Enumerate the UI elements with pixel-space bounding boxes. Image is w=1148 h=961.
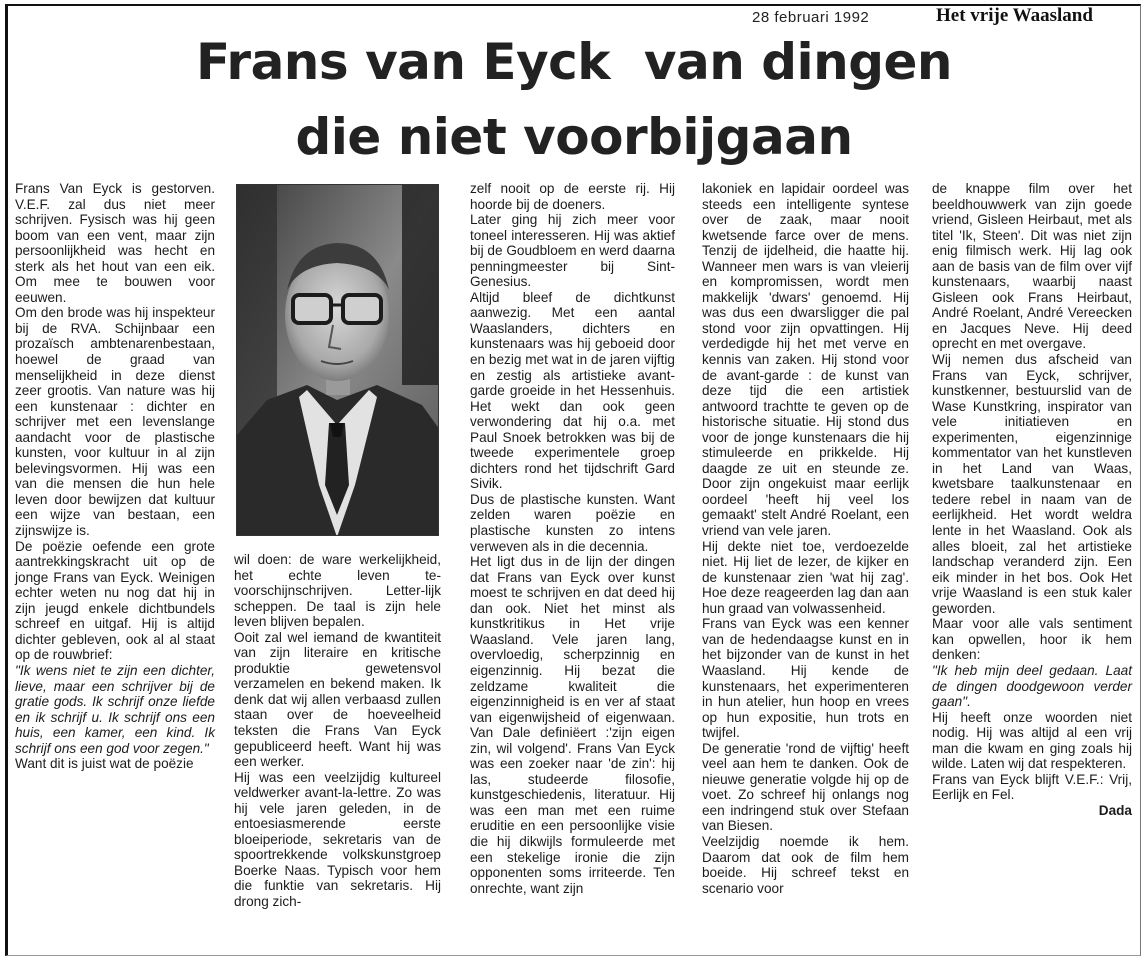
article-column-2 — [234, 552, 441, 910]
paragraph: Hij heeft onze woorden niet nodig. Hij was altijd al een vrij man die kwam en ging zoals hij wilde. Laten wij dat respekteren. — [932, 709, 1132, 772]
article-column-4 — [702, 181, 909, 896]
closing-quote: "Ik heb mijn deel gedaan. Laat de dingen doodgewoon verder gaan". — [932, 662, 1132, 710]
paragraph: Wij nemen dus afscheid van Frans van Eyck, schrijver, kunstkenner, bestuurslid van de Wase Kunstkring, inspirator van vele initiatieven en experimenten, eigenzinnige kommentator van het kunstleven in het Land van Waas, kwetsbare taalkunstenaar en tedere rebel in naam van de eerlijkheid. Het wordt weldra lente in het Waasland. Ook als alles bloeit, zal het artistieke landschap veranderd zijn. Een eik minder in het bos. Ook Het vrije Waasland is een stuk kaler geworden. — [932, 352, 1132, 616]
paragraph: Hij dekte niet toe, verdoezelde niet. Hij liet de lezer, de kijker en de kunstenaar zien 'wat hij zag'. Hoe deze reageerden lag dan aan hun graad van volwassenheid. — [702, 538, 909, 616]
publication-date: 28 februari 1992 — [752, 9, 870, 26]
paragraph: Om den brode was hij inspekteur bij de RVA. Schijnbaar een prozaïsch ambtenarenbestaan, hoewel de graad van menselijkheid in deze dienst zeer grootis. Van nature was hij een kunstenaar : dichter en schrijver met een levenslange aandacht voor de plastische kunsten, voor kultuur in al zijn belevingsvormen. Hij was een van die mensen die hun hele leven door bewijzen dat kultuur een wijze van bestaan, een zijnswijze is. — [15, 305, 215, 539]
paragraph: Frans Van Eyck is gestorven. V.E.F. zal dus niet meer schrijven. Fysisch was hij geen boom van een vent, maar zijn persoonlijkheid was hecht en sterk als het hout van een eik. Om mee te bouwen voor eeuwen. — [15, 181, 215, 305]
paragraph: Frans van Eyck was een kenner van de hedendaagse kunst en in het bijzonder van de kunst in het Waasland. Hij kende de kunstenaars, het experimenteren in hun atelier, hun hoop en vrees op hun expositie, hun trots en twijfel. — [702, 616, 909, 741]
paragraph: De generatie 'rond de vijftig' heeft veel aan hem te danken. Ook de nieuwe generatie volgde hij op de voet. Zo schreef hij onlangs nog een indringend stuk over Stefaan van Biesen. — [702, 740, 909, 834]
paragraph: Altijd bleef de dichtkunst aanwezig. Met een aantal Waaslanders, dichters en kunstenaars was hij geboeid door en bezig met wat in de jaren vijftig en zestig als artistieke avant-garde groeide in het Hessenhuis. Het wekt dan ook geen verwondering dat hij o.a. met Paul Snoek betrokken was bij de tweede experimentele groep dichters rond het tijdschrift Gard Sivik. — [470, 289, 675, 492]
headline-line-1: Frans van Eyck van dingen — [195, 33, 953, 91]
article-column-5 — [932, 181, 1132, 818]
headline-line-2: die niet voorbijgaan — [295, 108, 853, 166]
article-column-3 — [470, 181, 675, 896]
paragraph: Dus de plastische kunsten. Want zelden waren poëzie en plastische kunsten zo intens verweven als in die decennia. — [470, 491, 675, 554]
paragraph: zelf nooit op de eerste rij. Hij hoorde bij de doeners. — [470, 181, 675, 212]
paragraph: Hij was een veelzijdig kultureel veldwerker avant-la-lettre. Zo was hij vele jaren geleden, in de entoesiasmerende eerste bloeiperiode, sekretaris van de spoortrekkende volkskunstgroep Boerke Naas. Typisch voor hem die funktie van sekretaris. Hij drong zich- — [234, 769, 441, 910]
paragraph: Later ging hij zich meer voor toneel interesseren. Hij was aktief bij de Goudbloem en werd daarna penningmeester bij Sint-Genesius. — [470, 212, 675, 290]
newspaper-name: Het vrije Waasland — [936, 5, 1093, 26]
paragraph: Maar voor alle vals sentiment kan opwellen, hoor ik hem denken: — [932, 616, 1132, 663]
paragraph: de knappe film over het beeldhouwwerk van zijn goede vriend, Gisleen Heirbaut, met als titel 'Ik, Steen'. Dit was niet zijn enig filmisch werk. Hij lag ook aan de basis van de film over vijf kunstenaars, waarbij naast Gisleen ook Frans Heirbaut, André Roelant, André Vereecken en Jacques Neve. Hij deed oprecht en met overgave. — [932, 181, 1132, 352]
paragraph: Ooit zal wel iemand de kwantiteit van zijn literaire en kritische produktie gewetensvol verzamelen en bekend maken. Ik denk dat wij allen verbaasd zullen staan over de hoeveelheid teksten die Frans Van Eyck gepubliceerd heeft. Want hij was een werker. — [234, 629, 441, 770]
portrait-photo-icon — [237, 185, 439, 536]
author-signature: Dada — [1098, 802, 1132, 818]
paragraph: Want dit is juist wat de poëzie — [15, 756, 194, 772]
paragraph: De poëzie oefende een grote aantrekkingskracht uit op de jonge Frans van Eyck. Weinigen echter weten nu nog dat hij in zijn jeugd enkele dichtbundels schreef en uitgaf. Hij is altijd dichter gebleven, ook al al staat op de rouwbrief: — [15, 538, 215, 663]
paragraph: Veelzijdig noemde ik hem. Daarom dat ook de film hem boeide. Hij schreef tekst en scenario voor — [702, 833, 909, 896]
paragraph: lakoniek en lapidair oordeel was steeds een intelligente syntese over de zaak, maar nooit kwetsende farce over de mens. Tenzij de ijdelheid, die haatte hij. Wanneer men wars is van vleierij en kompromissen, wordt men makkelijk 'dwars' genoemd. Hij was dus een dwarsligger die pal stond voor zijn opvattingen. Hij verdedigde hij het met verve en kennis van zaken. Hij stond voor de avant-garde : de kunst van deze tijd die een artistiek antwoord trachtte te geven op de historische situatie. Hij stond dus voor de jonge kunstenaars die hij stimuleerde en prikkelde. Hij daagde ze uit en steunde ze. Door zijn ongekuist maar eerlijk oordeel 'heeft hij veel los gemaakt' stelt André Roelant, een vriend van vele jaren. — [702, 181, 909, 539]
paragraph: wil doen: de ware werkelijkheid, het echte leven te-voorschijnschrijven. Letter-lijk scheppen. De taal is zijn hele leven blijven bepalen. — [234, 552, 441, 630]
portrait-photo — [236, 184, 439, 536]
paragraph: Frans van Eyck blijft V.E.F.: Vrij, Eerlijk en Fel. — [932, 771, 1132, 803]
paragraph: Het ligt dus in de lijn der dingen dat Frans van Eyck over kunst moest te schrijven en dat deed hij dan ook. Niet het minst als kunstkritikus in Het vrije Waasland. Vele jaren lang, overvloedig, scherpzinnig en eigenzinnig. Hij bezat die zeldzame kwaliteit die eigenzinnigheid is en ver af staat van eigenwijsheid of eigenwaan. Van Dale definiëert :'zijn eigen zin, wil volgend'. Frans Van Eyck was een zoeker naar 'de zin': hij las, studeerde filosofie, kunstgeschiedenis, literatuur. Hij was een man met een ruime eruditie en een persoonlijke visie die hij dikwijls formuleerde met een stekelige ironie die zijn opponenten soms irriteerde. Ten onrechte, want zijn — [470, 554, 675, 896]
article-column-1 — [15, 181, 215, 772]
poem-quote: "Ik wens niet te zijn een dichter, lieve, maar een schrijver bij de gratie gods. Ik schrijf onze liefde en ik schrijf u. Ik schrijf ons een huis, een kamer, een kind. Ik schrijf ons een god voor zegen." — [15, 662, 215, 756]
